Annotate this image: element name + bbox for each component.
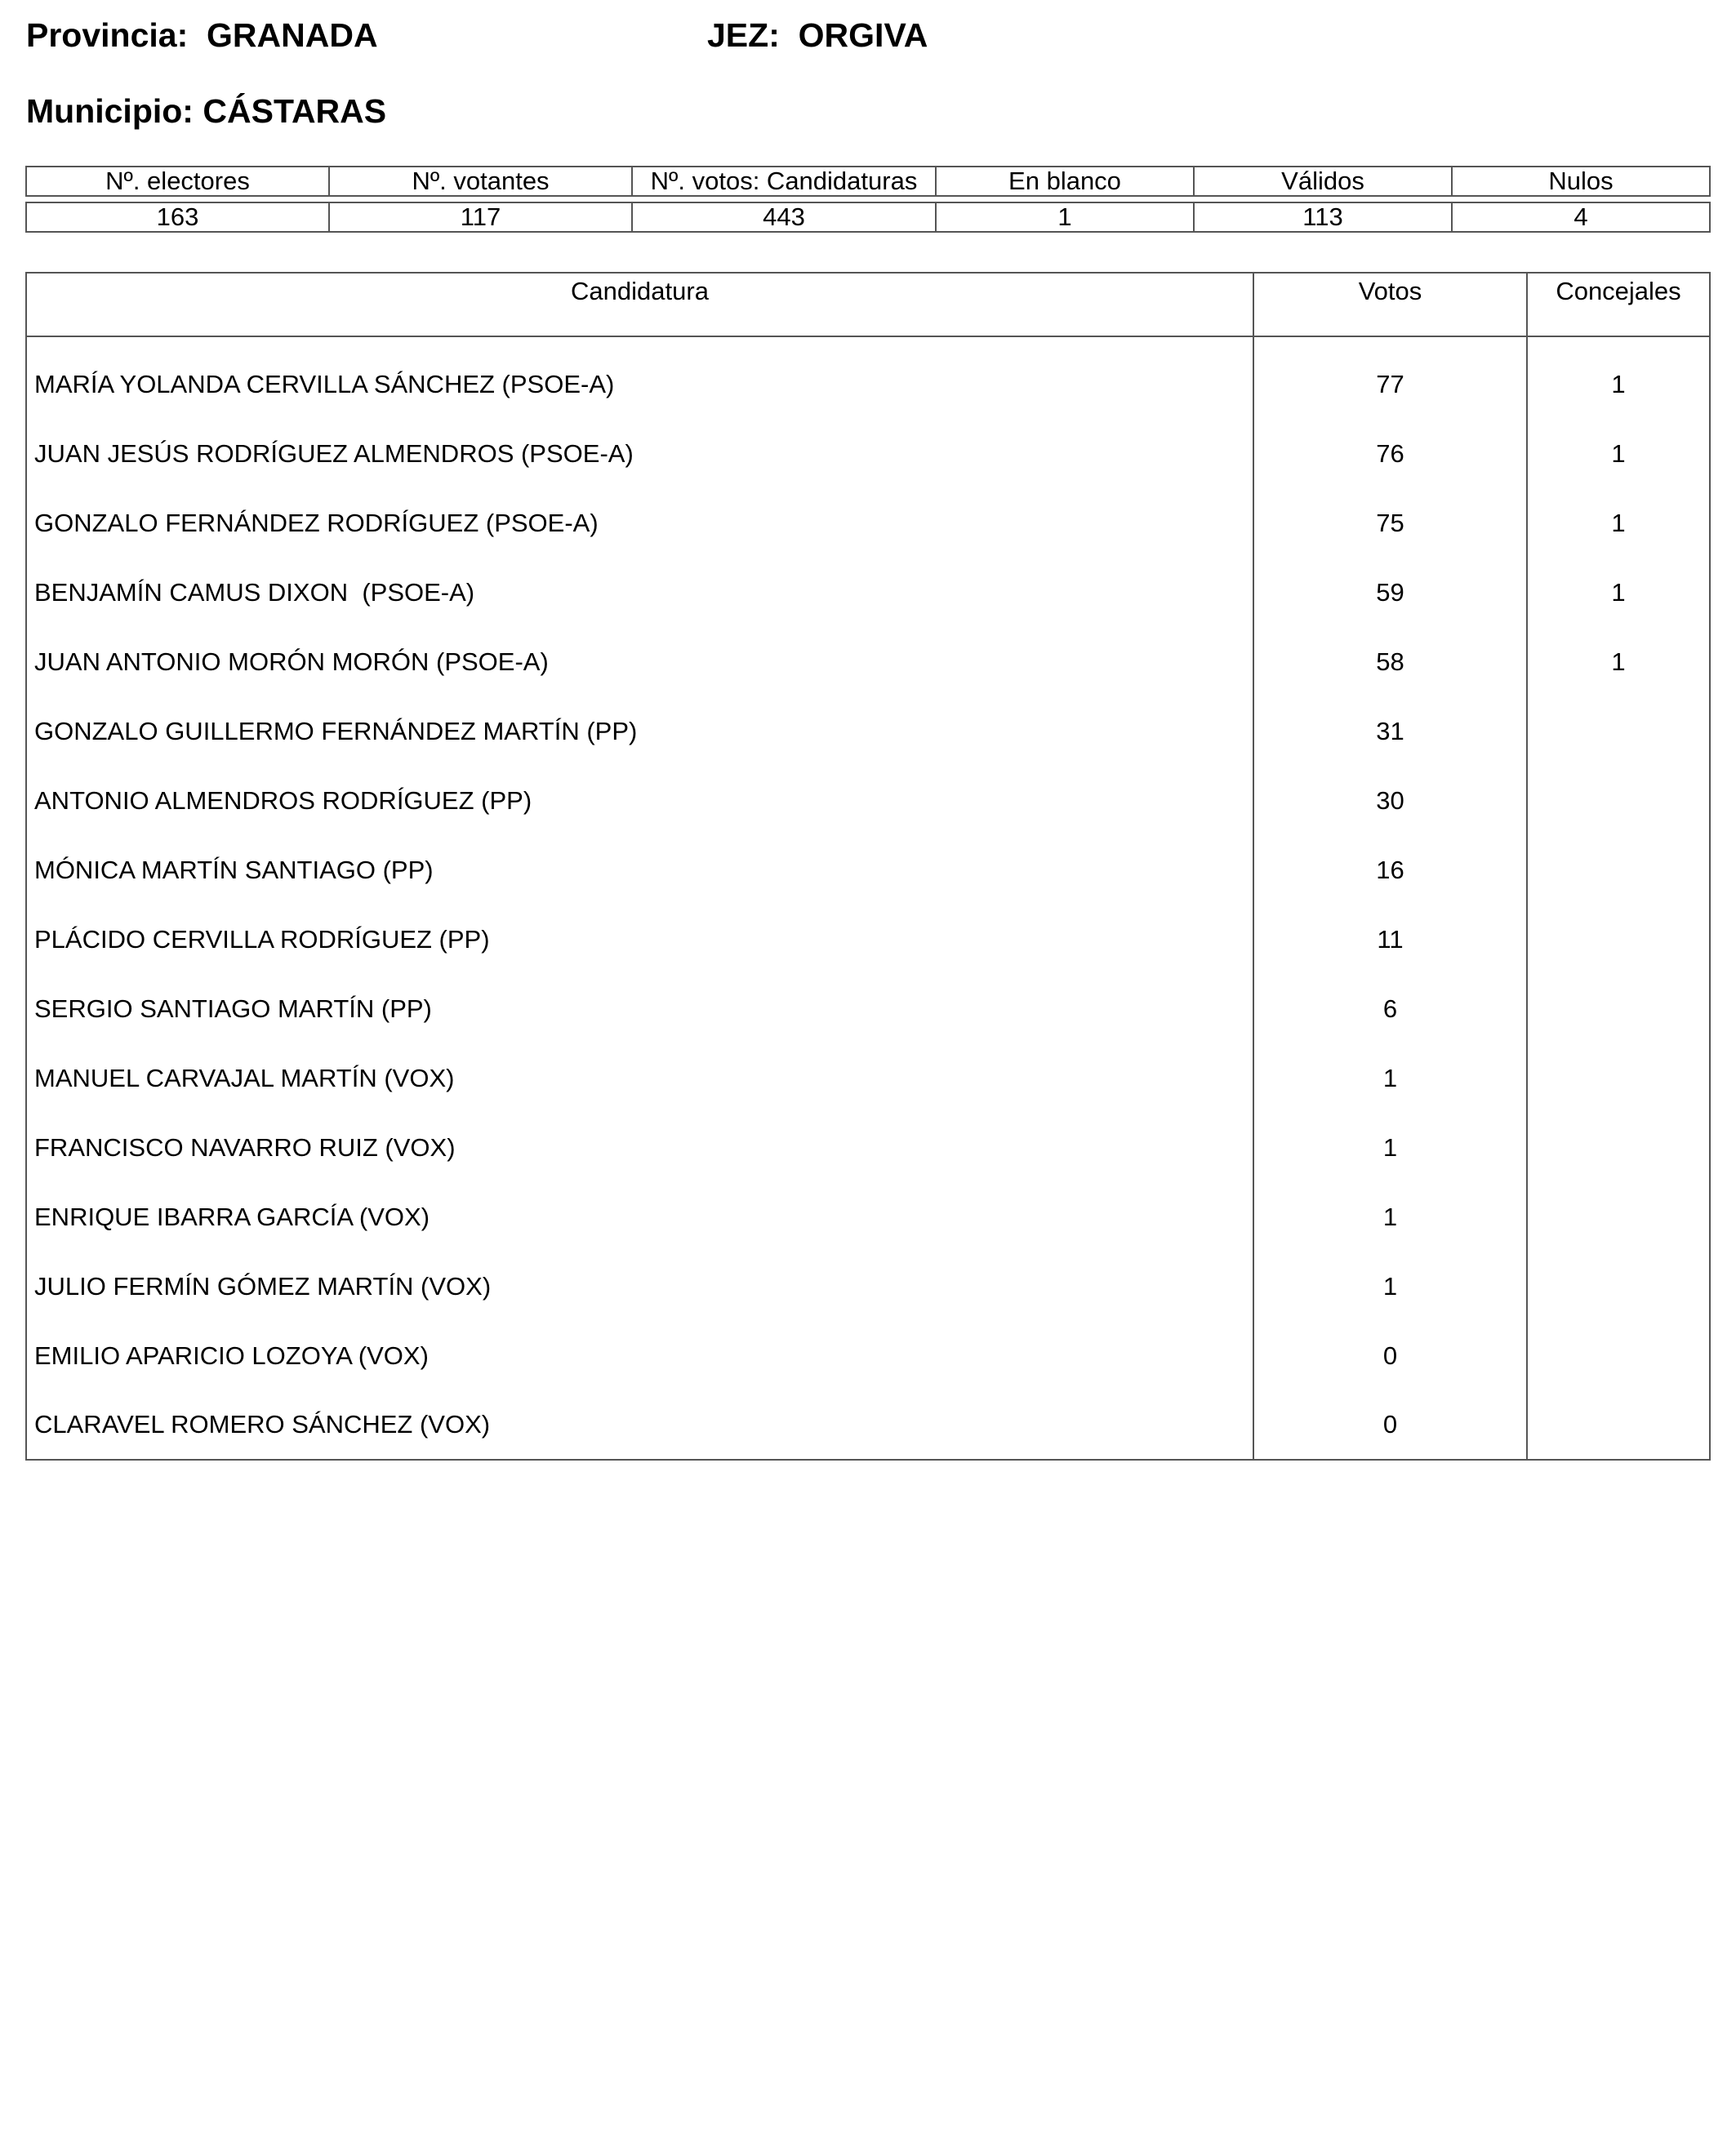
provincia-label: Provincia: (26, 16, 189, 54)
candidate-seats: 1 (1527, 627, 1710, 696)
candidate-name: JULIO FERMÍN GÓMEZ MARTÍN (VOX) (26, 1252, 1253, 1321)
summary-value-votos-candidaturas: 443 (632, 202, 936, 232)
provincia-line (26, 16, 378, 55)
table-row (26, 1043, 1710, 1113)
candidate-votes: 1 (1253, 1113, 1527, 1182)
table-row (26, 1390, 1710, 1460)
candidates-header-row (26, 273, 1710, 336)
candidate-seats: 1 (1527, 336, 1710, 419)
candidate-votes: 1 (1253, 1252, 1527, 1321)
candidate-name: GONZALO GUILLERMO FERNÁNDEZ MARTÍN (PP) (26, 696, 1253, 766)
summary-header-electores: Nº. electores (26, 167, 329, 196)
table-row (26, 1321, 1710, 1390)
candidate-seats (1527, 905, 1710, 974)
candidate-seats (1527, 1182, 1710, 1252)
table-row (26, 419, 1710, 488)
candidates-header-name: Candidatura (26, 273, 1253, 336)
candidate-name: ENRIQUE IBARRA GARCÍA (VOX) (26, 1182, 1253, 1252)
candidate-seats (1527, 835, 1710, 905)
candidate-name: MARÍA YOLANDA CERVILLA SÁNCHEZ (PSOE-A) (26, 336, 1253, 419)
table-row (26, 627, 1710, 696)
candidates-header-seats: Concejales (1527, 273, 1710, 336)
candidate-name: ANTONIO ALMENDROS RODRÍGUEZ (PP) (26, 766, 1253, 835)
candidates-table (25, 272, 1711, 1461)
candidate-seats (1527, 1043, 1710, 1113)
candidate-votes: 1 (1253, 1182, 1527, 1252)
candidate-votes: 11 (1253, 905, 1527, 974)
candidate-name: GONZALO FERNÁNDEZ RODRÍGUEZ (PSOE-A) (26, 488, 1253, 558)
candidate-votes: 77 (1253, 336, 1527, 419)
table-row (26, 835, 1710, 905)
summary-header-nulos: Nulos (1452, 167, 1710, 196)
summary-value-electores: 163 (26, 202, 329, 232)
candidate-votes: 16 (1253, 835, 1527, 905)
candidate-name: MÓNICA MARTÍN SANTIAGO (PP) (26, 835, 1253, 905)
candidate-votes: 76 (1253, 419, 1527, 488)
candidate-seats (1527, 1113, 1710, 1182)
provincia-value: GRANADA (207, 16, 378, 54)
table-row (26, 974, 1710, 1043)
table-row (26, 488, 1710, 558)
summary-value-validos: 113 (1194, 202, 1452, 232)
candidate-votes: 31 (1253, 696, 1527, 766)
summary-spacer (26, 196, 1710, 202)
candidate-votes: 30 (1253, 766, 1527, 835)
candidate-votes: 6 (1253, 974, 1527, 1043)
table-row (26, 558, 1710, 627)
summary-header-row (26, 167, 1710, 196)
candidate-name: FRANCISCO NAVARRO RUIZ (VOX) (26, 1113, 1253, 1182)
candidate-votes: 0 (1253, 1321, 1527, 1390)
candidate-seats (1527, 766, 1710, 835)
candidate-seats: 1 (1527, 558, 1710, 627)
table-row (26, 696, 1710, 766)
candidate-name: EMILIO APARICIO LOZOYA (VOX) (26, 1321, 1253, 1390)
summary-table (25, 166, 1711, 233)
candidate-name: MANUEL CARVAJAL MARTÍN (VOX) (26, 1043, 1253, 1113)
candidate-seats (1527, 696, 1710, 766)
candidate-seats: 1 (1527, 488, 1710, 558)
candidate-name: JUAN ANTONIO MORÓN MORÓN (PSOE-A) (26, 627, 1253, 696)
candidate-votes: 0 (1253, 1390, 1527, 1460)
candidate-votes: 1 (1253, 1043, 1527, 1113)
candidate-seats (1527, 1390, 1710, 1460)
table-row (26, 1182, 1710, 1252)
candidates-header-votes: Votos (1253, 273, 1527, 336)
table-row (26, 336, 1710, 419)
summary-header-validos: Válidos (1194, 167, 1452, 196)
candidate-votes: 58 (1253, 627, 1527, 696)
candidate-seats (1527, 974, 1710, 1043)
summary-value-nulos: 4 (1452, 202, 1710, 232)
summary-value-en-blanco: 1 (936, 202, 1194, 232)
table-row (26, 1252, 1710, 1321)
jez-line (707, 16, 928, 55)
candidate-name: CLARAVEL ROMERO SÁNCHEZ (VOX) (26, 1390, 1253, 1460)
candidate-seats (1527, 1321, 1710, 1390)
table-row (26, 1113, 1710, 1182)
candidate-name: BENJAMÍN CAMUS DIXON (PSOE-A) (26, 558, 1253, 627)
jez-label: JEZ: (707, 16, 780, 54)
municipio-value: CÁSTARAS (203, 92, 387, 130)
summary-header-en-blanco: En blanco (936, 167, 1194, 196)
candidate-seats: 1 (1527, 419, 1710, 488)
candidate-votes: 59 (1253, 558, 1527, 627)
summary-header-votantes: Nº. votantes (329, 167, 632, 196)
candidate-name: JUAN JESÚS RODRÍGUEZ ALMENDROS (PSOE-A) (26, 419, 1253, 488)
municipio-line (26, 92, 386, 131)
table-row (26, 766, 1710, 835)
summary-value-votantes: 117 (329, 202, 632, 232)
jez-value: ORGIVA (798, 16, 928, 54)
summary-header-votos-candidaturas: Nº. votos: Candidaturas (632, 167, 936, 196)
municipio-label: Municipio: (26, 92, 194, 130)
table-row (26, 905, 1710, 974)
candidate-votes: 75 (1253, 488, 1527, 558)
candidate-name: PLÁCIDO CERVILLA RODRÍGUEZ (PP) (26, 905, 1253, 974)
candidate-name: SERGIO SANTIAGO MARTÍN (PP) (26, 974, 1253, 1043)
candidate-seats (1527, 1252, 1710, 1321)
summary-values-row (26, 202, 1710, 232)
